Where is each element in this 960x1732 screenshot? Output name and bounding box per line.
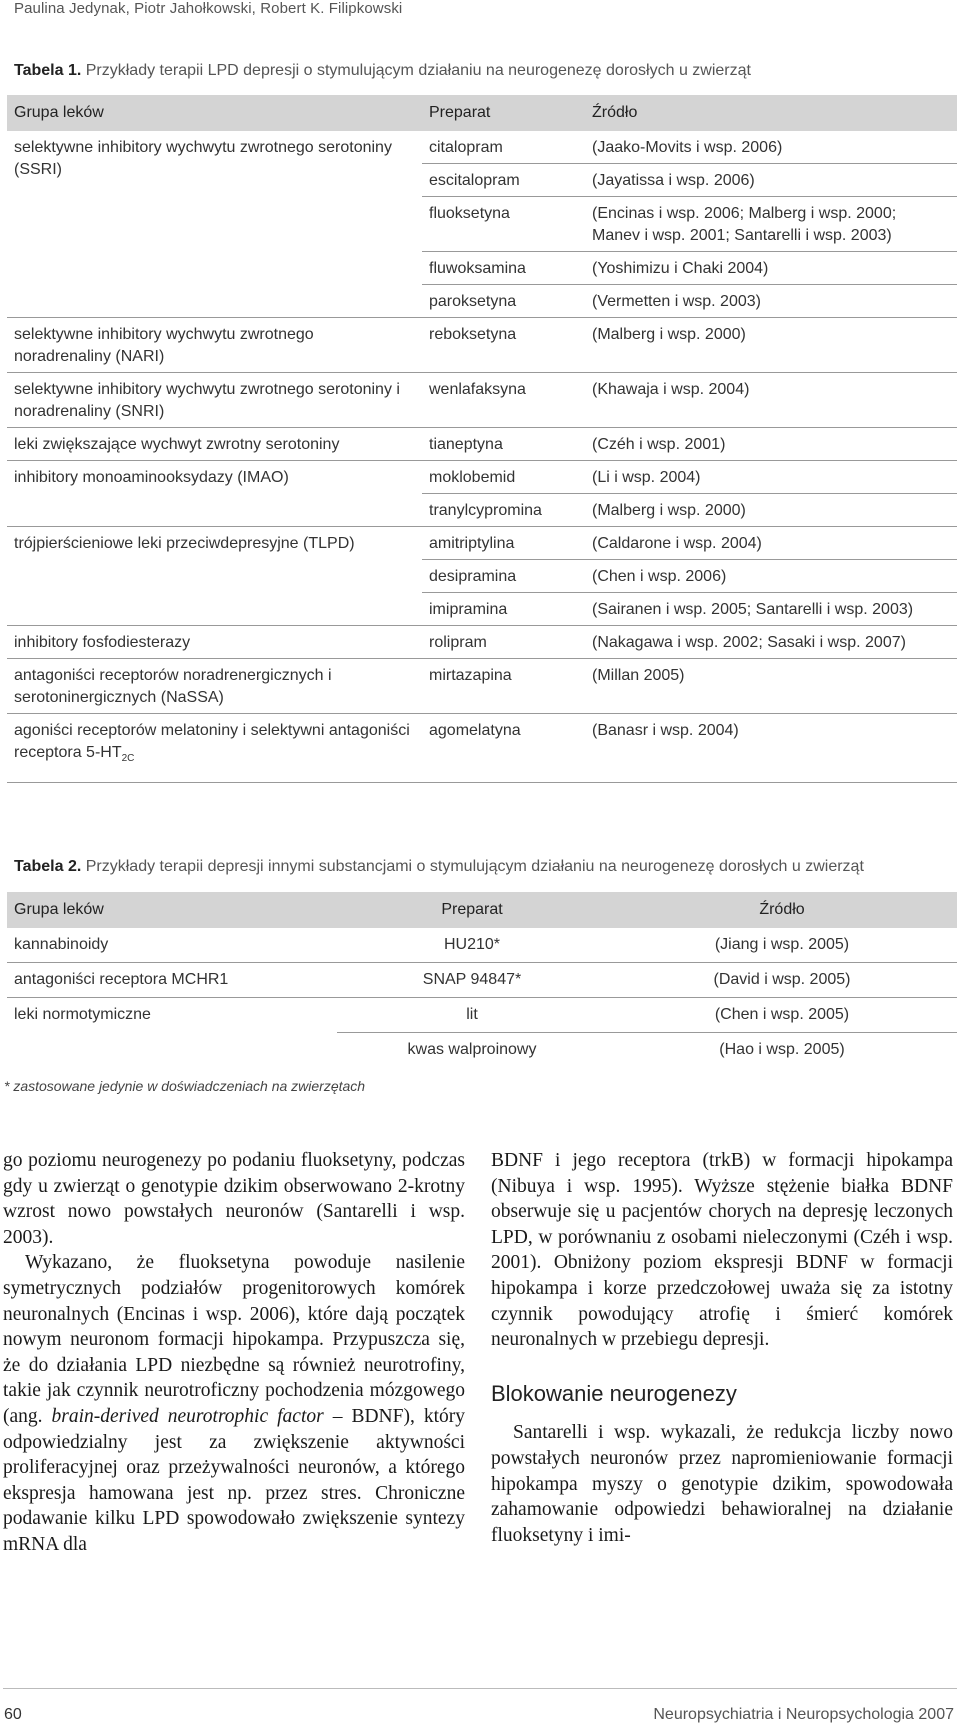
group-cell: antagoniści receptora MCHR1 [7,963,337,998]
source-cell: (Vermetten i wsp. 2003) [585,285,957,318]
column-header: Preparat [337,892,607,928]
column-header: Źródło [607,892,957,928]
drug-cell: escitalopram [422,164,585,197]
table1 [7,95,957,783]
source-cell: (Hao i wsp. 2005) [607,1033,957,1068]
table-row [7,527,957,560]
table2 [7,892,957,1067]
column-header: Preparat [422,95,585,131]
paragraph-text: Wykazano, że fluoksetyna powoduje nasilenie symetrycznych podziałów progenitorowych komórek neuronalnych (Encinas i wsp. 2006), które dają początek nowym neuronom formacji hipokampa. Przypuszcza się, że do działania LPD niezbędne są również neurotrofiny, takie jak czynnik neurotroficzny pochodzenia mózgowego (ang. [3,1252,465,1427]
table-row [7,928,957,963]
source-cell: (Caldarone i wsp. 2004) [585,527,957,560]
group-cell: trójpierścieniowe leki przeciwdepresyjne (TLPD) [7,527,422,626]
drug-cell: HU210* [443,936,501,953]
italic-term: brain-derived neurotrophic factor [51,1405,324,1427]
table-row [7,373,957,428]
drug-cell: lit [337,998,607,1033]
table2-caption-label: Tabela 2. [14,858,82,875]
source-cell: (Malberg i wsp. 2000) [585,494,957,527]
group-cell [7,714,422,783]
source-cell: (Jaako-Movits i wsp. 2006) [592,139,783,156]
column-header: Grupa leków [7,892,337,928]
drug-cell: citalopram [429,139,503,156]
drug-cell: mirtazapina [422,659,585,714]
source-cell: (Chen i wsp. 2006) [585,560,957,593]
journal-name: Neuropsychiatria i Neuropsychologia 2007 [653,1706,954,1723]
source-cell: (Nakagawa i wsp. 2002; Sasaki i wsp. 2007) [585,626,957,659]
drug-cell: reboksetyna [422,318,585,373]
drug-cell: moklobemid [422,461,585,494]
drug-cell: agomelatyna [422,714,585,783]
group-cell: antagoniści receptorów noradrenergicznych i serotoninergicznych (NaSSA) [7,659,422,714]
source-cell: (Banasr i wsp. 2004) [585,714,957,783]
page-number: 60 [4,1706,22,1723]
group-cell: kannabinoidy [14,936,109,953]
group-text: agoniści receptorów melatoniny i selektywni antagoniści receptora 5-HT [14,722,410,761]
table-row [7,131,957,164]
source-cell: (Chen i wsp. 2005) [607,998,957,1033]
table1-caption-label: Tabela 1. [14,62,82,79]
column-header: Źródło [585,95,957,131]
source-cell: (Li i wsp. 2004) [585,461,957,494]
paragraph-text: – BDNF), który odpowiedzialny jest za zwiększenie aktywności proliferacyjnej oraz przeżywalności neuronów, a którego ekspresja hamowana jest np. przez stres. Chroniczne podawanie kilku LPD spowodowało zwiększenie syntezy mRNA dla [3,1405,465,1555]
source-cell: (Czéh i wsp. 2001) [585,428,957,461]
table-row [7,318,957,373]
group-cell: selektywne inhibitory wychwytu zwrotnego serotoniny (SSRI) [14,139,392,178]
drug-cell: tianeptyna [422,428,585,461]
table-row [7,428,957,461]
drug-cell: desipramina [422,560,585,593]
table2-caption-text: Przykłady terapii depresji innymi substancjami o stymulującym działaniu na neurogenezę dorosłych u zwierząt [85,858,864,875]
drug-cell: fluwoksamina [422,252,585,285]
table-row [7,714,957,783]
group-cell: selektywne inhibitory wychwytu zwrotnego serotoniny i noradrenaliny (SNRI) [7,373,422,428]
drug-cell: tranylcypromina [422,494,585,527]
paragraph: go poziomu neurogenezy po podaniu fluoksetyny, podczas gdy u zwierząt o genotypie dzikim obserwowano 2-krotny wzrost nowo powstałych neuronów (Santarelli i wsp. 2003). [3,1150,465,1248]
paragraph [3,1250,465,1557]
table-row [7,659,957,714]
table-row [7,626,957,659]
drug-cell: kwas walproinowy [337,1033,607,1068]
source-cell: (Jiang i wsp. 2005) [714,936,850,953]
table-row [7,998,957,1033]
source-cell: (Encinas i wsp. 2006; Malberg i wsp. 2000; Manev i wsp. 2001; Santarelli i wsp. 2003) [585,197,957,252]
drug-cell: SNAP 94847* [337,963,607,998]
table1-caption-text: Przykłady terapii LPD depresji o stymulującym działaniu na neurogenezę dorosłych u zwierząt [85,62,751,79]
paragraph: BDNF i jego receptora (trkB) w formacji hipokampa (Nibuya i wsp. 1995). Wyższe stężenie białka BDNF obserwuje się u pacjentów chorych na depresję leczonych LPD, w porównaniu z osobami nieleczonymi (Czéh i wsp. 2001). Obniżony poziom ekspresji BDNF w formacji hipokampa i korze przedczołowej uważa się za istotny czynnik powodujący atrofię i śmierć komórek neuronalnych w przebiegu depresji. [491,1150,953,1351]
section-title: Blokowanie neurogenezy [491,1380,737,1406]
group-cell: leki zwiększające wychwyt zwrotny serotoniny [7,428,422,461]
source-cell: (David i wsp. 2005) [607,963,957,998]
source-cell: (Yoshimizu i Chaki 2004) [585,252,957,285]
group-cell: leki normotymiczne [7,998,337,1068]
table-header-row [7,95,957,131]
source-cell: (Millan 2005) [585,659,957,714]
source-cell: (Sairanen i wsp. 2005; Santarelli i wsp. 2003) [585,593,957,626]
group-cell: inhibitory monoaminooksydazy (IMAO) [7,461,422,527]
drug-cell: fluoksetyna [422,197,585,252]
table-row [7,461,957,494]
drug-cell: imipramina [422,593,585,626]
table-row [7,963,957,998]
drug-cell: paroksetyna [422,285,585,318]
table1-caption [14,62,751,80]
source-cell: (Malberg i wsp. 2000) [585,318,957,373]
drug-cell: amitriptylina [422,527,585,560]
table-header-row [7,892,957,928]
group-cell: selektywne inhibitory wychwytu zwrotnego noradrenaliny (NARI) [7,318,422,373]
table2-caption [14,858,864,876]
drug-cell: wenlafaksyna [422,373,585,428]
paragraph: Santarelli i wsp. wykazali, że redukcja liczby nowo powstałych neuronów przez napromieniowanie formacji hipokampa myszy o genotypie dzikim, spowodowała zahamowanie odpowiedzi behawioralnej na działanie fluoksetyny i imi- [491,1422,953,1546]
table2-footnote: * zastosowane jedynie w doświadczeniach na zwierzętach [4,1078,366,1094]
column-header: Grupa leków [7,95,422,131]
group-cell: inhibitory fosfodiesterazy [7,626,422,659]
source-cell: (Khawaja i wsp. 2004) [585,373,957,428]
receptor-subscript: 2C [121,753,135,765]
running-header: Paulina Jedynak, Piotr Jahołkowski, Robert K. Filipkowski [14,0,403,17]
source-cell: (Jayatissa i wsp. 2006) [585,164,957,197]
drug-cell: rolipram [422,626,585,659]
body-column-right [491,1148,953,1548]
footer-divider [3,1688,957,1689]
body-column-left [3,1148,465,1558]
